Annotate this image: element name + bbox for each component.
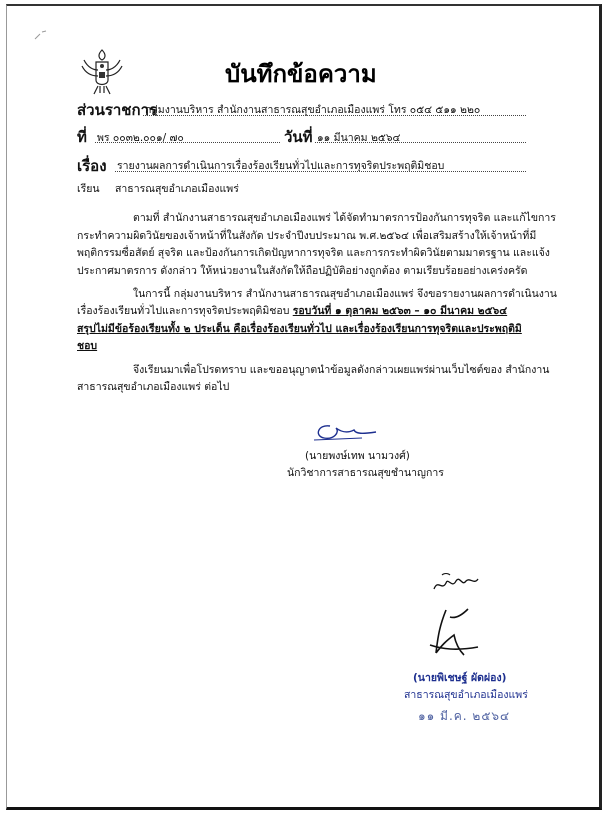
para1-line2: กระทำความผิดวินัยของเจ้าหน้าที่ในสังกัด ประจำปีงบประมาณ พ.ศ.๒๕๖๔ เพื่อเสริมสร้างให้เจ้าหน้าที่มี [77,230,537,242]
date-label: วันที่ [284,128,313,146]
agency-label: ส่วนราชการ [77,101,158,119]
para2-line3: สรุปไม่มีข้อร้องเรียนทั้ง ๒ ประเด็น คือเรื่องร้องเรียนทั่วไป และเรื่องร้องเรียนการทุจริตและประพฤติมิ [77,323,522,335]
subject-value: รายงานผลการดำเนินการเรื่องร้องเรียนทั่วไปและการทุจริตประพฤติมิชอบ [117,160,445,172]
para3-line1: จึงเรียนมาเพื่อโปรดทราบ และขออนุญาตนำข้อมูลดังกล่าวเผยแพร่ผ่านเว็บไซต์ของ สำนักงาน [133,364,550,376]
para2-period: รอบวันที่ ๑ ตุลาคม ๒๕๖๓ – ๑๐ มีนาคม ๒๕๖๔ [292,305,508,317]
para2-line1: ในการนี้ กลุ่มงานบริหาร สำนักงานสาธารณสุขอำเภอเมืองแพร่ จึงขอรายงานผลการดำเนินงาน [133,288,557,300]
para1-line4: ประกาศมาตรการ ดังกล่าว ให้หน่วยงานในสังกัดให้ถือปฏิบัติอย่างถูกต้อง ตามเรียบร้อยอย่างเคร่งครัด [77,265,528,277]
document-title: บันทึกข้อความ [225,60,377,88]
signer1-position: นักวิชาการสาธารณสุขชำนาญการ [287,467,444,479]
salutation-label: เรียน [77,183,100,195]
date-value: ๑๑ มีนาคม ๒๕๖๔ [317,132,401,144]
para2-line2: เรื่องร้องเรียนทั่วไปและการทุจริตประพฤติมิชอบ รอบวันที่ ๑ ตุลาคม ๒๕๖๓ – ๑๐ มีนาคม ๒๕๖๔ [77,305,508,317]
para3-line2: สาธารณสุขอำเภอเมืองแพร่ ต่อไป [77,381,230,393]
signer2-name: (นายพิเชษฐ์ ผัดผ่อง) [413,672,507,684]
signer1-name: (นายพงษ์เทพ นามวงศ์) [305,450,410,462]
signature-2 [416,605,486,660]
ref-value: พร ๐๐๓๒.๐๐๑/ ๗๐ [97,132,184,144]
subject-label: เรื่อง [77,157,107,175]
signature-1 [310,418,380,446]
para1-line3: พฤติกรรมซื่อสัตย์ สุจริต และป้องกันการเกิดปัญหาการทุจริต และการกระทำผิดวินัยตามมาตรฐาน และแจ้ง [77,247,550,259]
corner-mark [34,30,48,40]
handwritten-note [432,571,480,595]
salutation-value: สาธารณสุขอำเภอเมืองแพร่ [115,183,239,195]
garuda-emblem [78,46,126,96]
signer2-position: สาธารณสุขอำเภอเมืองแพร่ [404,689,528,701]
agency-value: กลุ่มงานบริหาร สำนักงานสาธารณสุขอำเภอเมืองแพร่ โทร ๐๕๔ ๕๑๑ ๒๒๐ [145,104,481,116]
para1-line1: ตามที่ สำนักงานสาธารณสุขอำเภอเมืองแพร่ ได้จัดทำมาตรการป้องกันการทุจริต และแก้ไขการ [133,212,556,224]
para2-line4: ชอบ [77,340,98,352]
ref-label: ที่ [77,128,87,146]
received-date-stamp: ๑๑ มี.ค. ๒๕๖๔ [418,709,511,723]
